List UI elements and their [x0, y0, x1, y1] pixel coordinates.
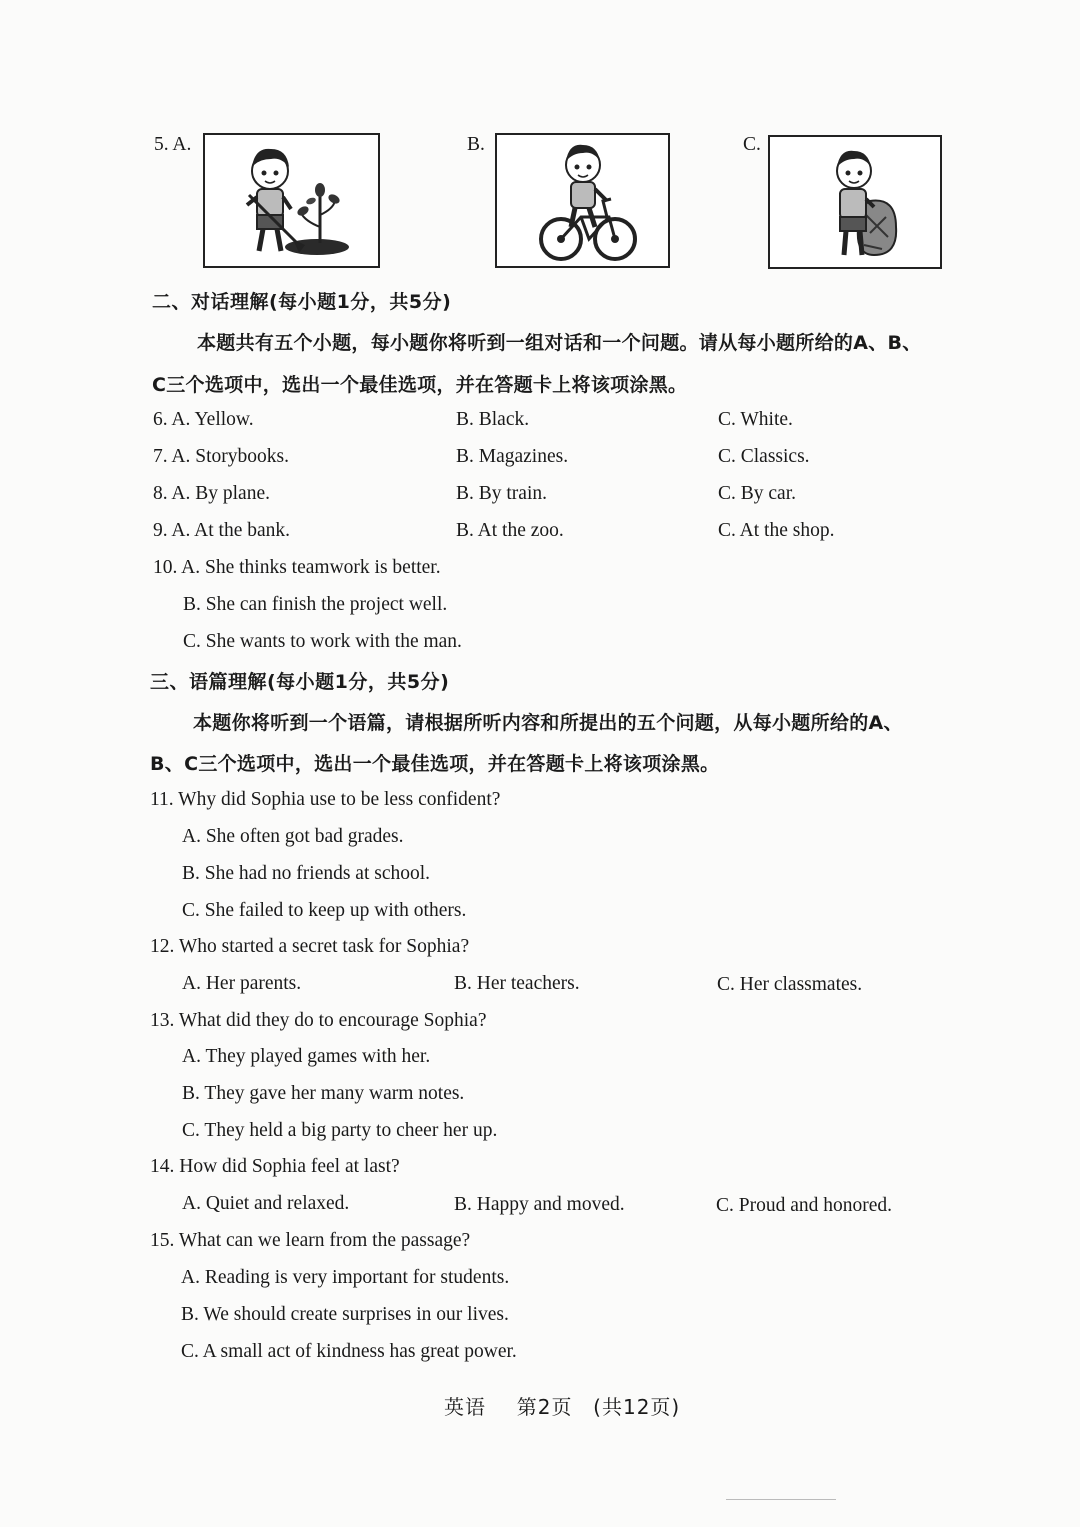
scan-line-divider [726, 1499, 836, 1500]
boy-planting-tree-icon [205, 135, 378, 266]
q6-option-b: B. Black. [456, 409, 530, 430]
page-footer [444, 1391, 680, 1420]
q6-option-c: C. White. [718, 409, 793, 430]
q10-option-c: C. She wants to work with the man. [183, 631, 462, 652]
q5-label-b: B. [467, 134, 485, 155]
footer-total-pages: (共12页) [593, 1395, 681, 1419]
q5-label-a: 5. A. [154, 134, 192, 155]
q15-stem: 15. What can we learn from the passage? [150, 1230, 471, 1251]
q10-option-b: B. She can finish the project well. [183, 594, 448, 615]
q12-option-c: C. Her classmates. [717, 974, 863, 995]
q11-option-a: A. She often got bad grades. [182, 826, 404, 847]
q11-option-b: B. She had no friends at school. [182, 863, 431, 884]
q5-picture-c [768, 135, 942, 269]
q6-option-a: 6. A. Yellow. [153, 409, 254, 430]
q9-option-c: C. At the shop. [718, 520, 835, 541]
section3-instruction-line2: B、C三个选项中，选出一个最佳选项，并在答题卡上将该项涂黑。 [150, 753, 720, 775]
q7-option-c: C. Classics. [718, 446, 810, 467]
q12-stem: 12. Who started a secret task for Sophia? [150, 936, 470, 957]
footer-page-number: 第2页 [516, 1395, 573, 1419]
boy-collecting-trash-icon [770, 137, 940, 267]
q8-option-b: B. By train. [456, 483, 547, 504]
footer-subject: 英语 [444, 1395, 486, 1419]
q8-option-c: C. By car. [718, 483, 796, 504]
q7-option-b: B. Magazines. [456, 446, 569, 467]
section3-instruction-line1: 本题你将听到一个语篇，请根据所听内容和所提出的五个问题，从每小题所给的A、 [193, 712, 903, 734]
q13-option-c: C. They held a big party to cheer her up. [182, 1120, 498, 1141]
q15-option-c: C. A small act of kindness has great power. [181, 1341, 517, 1362]
q11-option-c: C. She failed to keep up with others. [182, 900, 467, 921]
q12-option-b: B. Her teachers. [454, 973, 580, 994]
section3-header: 三、语篇理解(每小题1分，共5分) [150, 671, 450, 693]
section2-instruction-line1: 本题共有五个小题，每小题你将听到一组对话和一个问题。请从每小题所给的A、B、 [197, 332, 922, 354]
q12-option-a: A. Her parents. [182, 973, 302, 994]
q13-option-a: A. They played games with her. [182, 1046, 431, 1067]
q5-picture-a [203, 133, 380, 268]
q13-option-b: B. They gave her many warm notes. [182, 1083, 465, 1104]
section2-instruction-line2: C三个选项中，选出一个最佳选项，并在答题卡上将该项涂黑。 [152, 374, 688, 396]
boy-riding-bike-icon [497, 135, 668, 266]
q14-option-b: B. Happy and moved. [454, 1194, 625, 1215]
q14-option-a: A. Quiet and relaxed. [182, 1193, 350, 1214]
q5-label-c: C. [743, 134, 761, 155]
section2-header: 二、对话理解(每小题1分，共5分) [152, 291, 452, 313]
q7-option-a: 7. A. Storybooks. [153, 446, 289, 467]
q13-stem: 13. What did they do to encourage Sophia? [150, 1010, 487, 1031]
q14-option-c: C. Proud and honored. [716, 1195, 893, 1216]
q15-option-a: A. Reading is very important for students. [181, 1267, 510, 1288]
q9-option-a: 9. A. At the bank. [153, 520, 291, 541]
q14-stem: 14. How did Sophia feel at last? [150, 1156, 400, 1177]
q8-option-a: 8. A. By plane. [153, 483, 270, 504]
q5-picture-b [495, 133, 670, 268]
q11-stem: 11. Why did Sophia use to be less confident? [150, 789, 501, 810]
q15-option-b: B. We should create surprises in our lives. [181, 1304, 509, 1325]
q10-option-a: 10. A. She thinks teamwork is better. [153, 557, 441, 578]
q9-option-b: B. At the zoo. [456, 520, 564, 541]
